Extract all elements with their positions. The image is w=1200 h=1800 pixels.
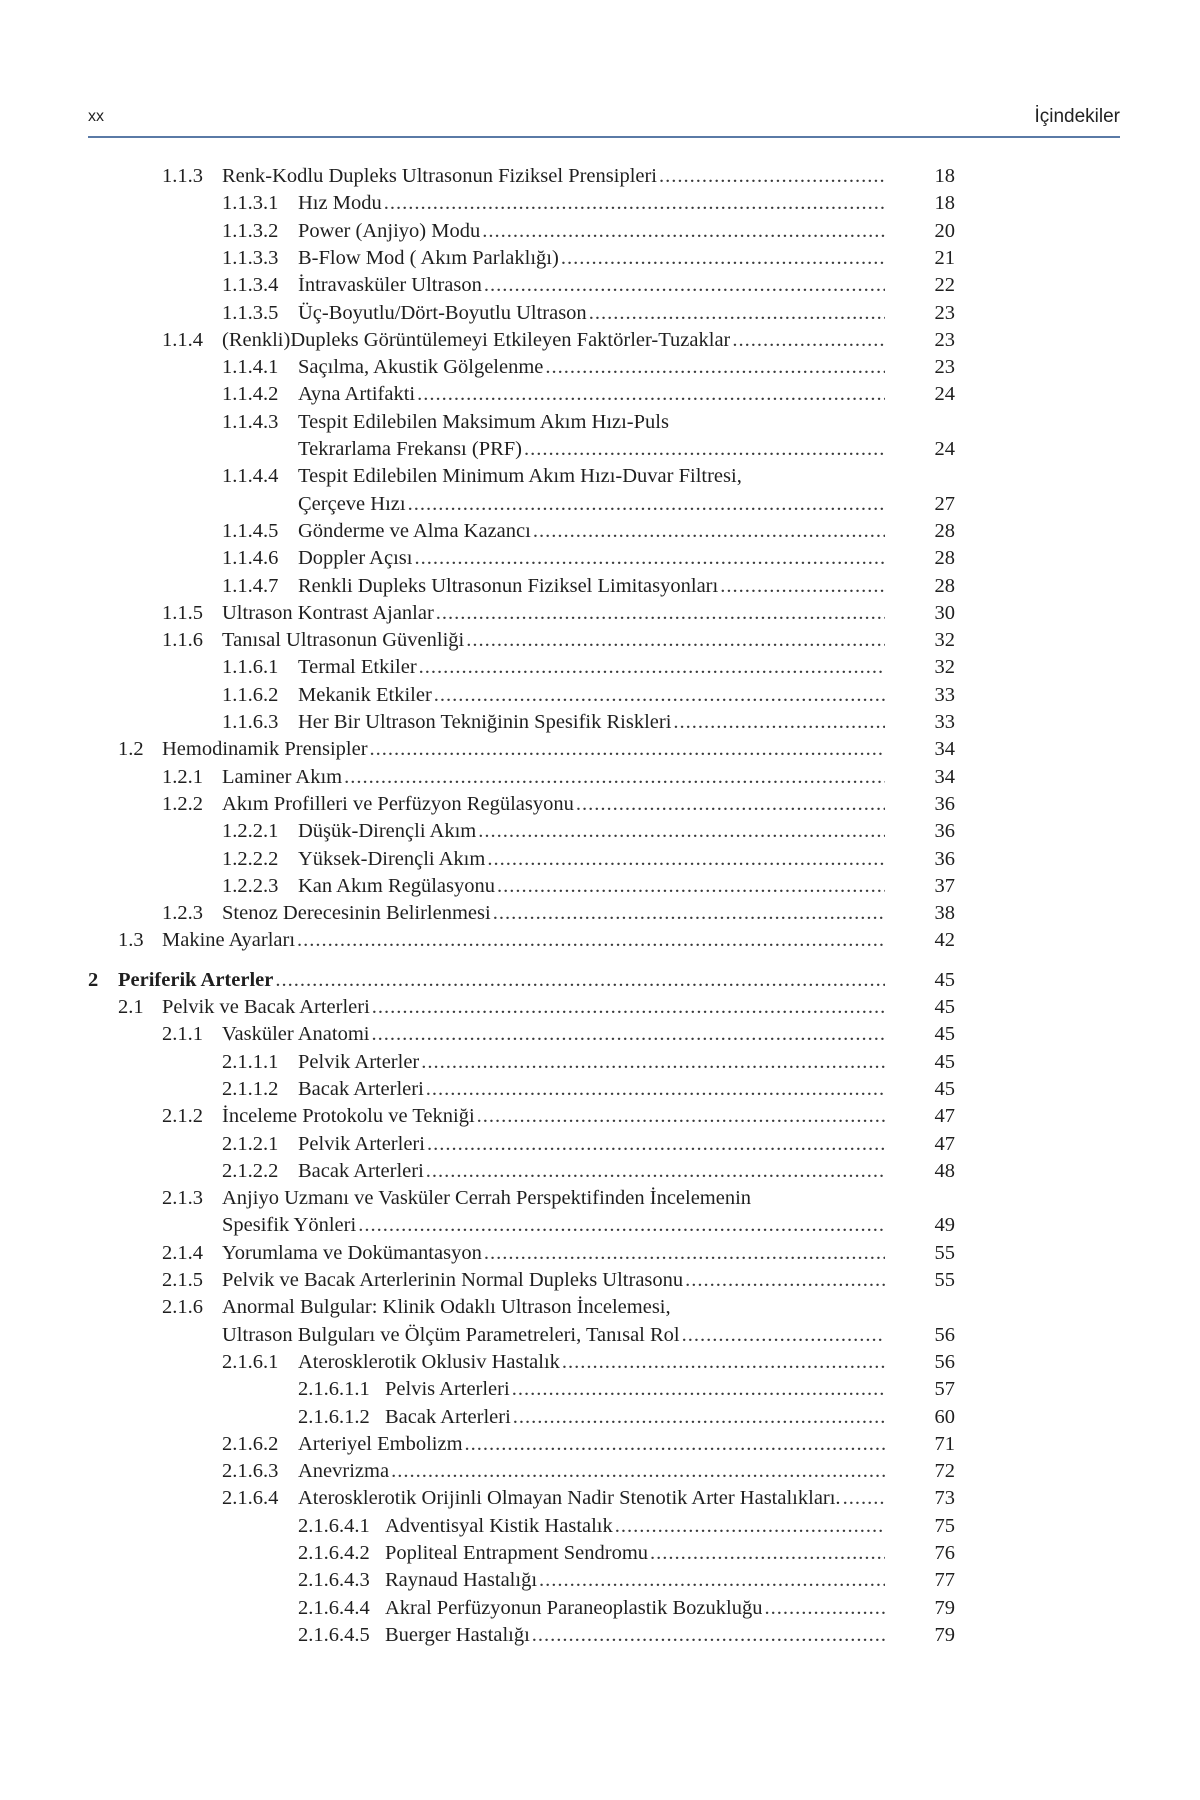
toc-entry[interactable] — [0, 1457, 1200, 1484]
toc-entry-title: Doppler Açısı — [298, 547, 413, 570]
toc-entry-number: 2 — [88, 968, 99, 991]
toc-entry[interactable] — [0, 763, 1200, 790]
toc-entry-title: Stenoz Derecesinin Belirlenmesi — [222, 902, 491, 925]
toc-entry-title: Spesifik Yönleri — [222, 1214, 357, 1237]
toc-entry-number: 1.1.6 — [162, 629, 203, 652]
toc-entry-title: Anevrizma — [298, 1460, 390, 1483]
toc-entry-number: 1.1.3.4 — [222, 274, 279, 297]
toc-entry-number: 1.2.1 — [162, 765, 203, 788]
toc-entry[interactable] — [0, 1484, 1200, 1511]
toc-entry[interactable] — [0, 1293, 1200, 1348]
toc-entry-page-number: 38 — [934, 902, 955, 925]
toc-entry[interactable] — [0, 217, 1200, 244]
toc-entry-number: 2.1.6.3 — [222, 1460, 279, 1483]
toc-entry-number: 1.1.6.3 — [222, 711, 279, 733]
toc-entry-number: 2.1.2.1 — [222, 1132, 279, 1155]
toc-entry-title: Aterosklerotik Oklusiv Hastalık — [298, 1350, 560, 1373]
toc-entry-title: Anormal Bulgular: Klinik Odaklı Ultrason İncelemesi, — [222, 1296, 671, 1319]
toc-entry-page-number: 77 — [934, 1569, 955, 1592]
toc-entry-page-number: 45 — [934, 1023, 955, 1046]
toc-entry-title: Bacak Arterleri — [298, 1159, 424, 1182]
toc-entry-number: 2.1.5 — [162, 1269, 203, 1291]
toc-entry-title: Tespit Edilebilen Minimum Akım Hızı-Duvar Filtresi, — [298, 465, 742, 488]
toc-entry-page-number: 79 — [934, 1623, 955, 1646]
toc-entry-title: Renk-Kodlu Dupleks Ultrasonun Fiziksel Prensipleri — [222, 165, 658, 187]
toc-entry-title: Saçılma, Akustik Gölgelenme — [298, 356, 544, 379]
toc-entry[interactable] — [0, 408, 1200, 463]
toc-entry-number: 2.1.6 — [162, 1296, 203, 1319]
toc-entry-number: 2.1.6.1 — [222, 1350, 279, 1373]
toc-entry-number: 2.1.4 — [162, 1241, 203, 1264]
toc-entry[interactable] — [0, 966, 1200, 993]
toc-entry-title: Pelvik Arterleri — [298, 1132, 425, 1155]
toc-entry[interactable] — [0, 353, 1200, 380]
dot-leader — [426, 1075, 885, 1103]
toc-entry-number: 1.3 — [118, 929, 144, 952]
toc-entry-title: Buerger Hastalığı — [385, 1623, 530, 1646]
toc-entry-title: Anjiyo Uzmanı ve Vasküler Cerrah Perspektifinden İncelemenin — [222, 1187, 752, 1210]
toc-entry[interactable] — [0, 1594, 1200, 1621]
dot-leader — [576, 790, 885, 818]
toc-entry[interactable] — [0, 1566, 1200, 1593]
dot-leader — [493, 899, 885, 927]
toc-entry-page-number: 30 — [934, 601, 955, 624]
toc-entry-number: 1.2.2.1 — [222, 820, 279, 843]
dot-leader — [843, 1484, 885, 1512]
toc-entry[interactable] — [0, 1102, 1200, 1129]
dot-leader — [417, 380, 885, 408]
toc-entry-number: 2.1.6.1.1 — [298, 1378, 370, 1401]
toc-entry-title: Bacak Arterleri — [298, 1077, 424, 1100]
toc-entry-page-number: 72 — [934, 1460, 955, 1483]
toc-entry-number: 2.1.1 — [162, 1023, 203, 1046]
toc-entry-number: 1.1.4.5 — [222, 519, 279, 542]
toc-entry[interactable] — [0, 1075, 1200, 1102]
toc-entry-number: 1.1.4.1 — [222, 356, 279, 379]
toc-entry-page-number: 21 — [934, 246, 955, 269]
dot-leader — [426, 1157, 885, 1185]
toc-entry[interactable] — [0, 626, 1200, 653]
dot-leader — [561, 244, 885, 272]
toc-entry[interactable] — [0, 1157, 1200, 1184]
toc-entry-page-number: 33 — [934, 683, 955, 706]
toc-entry-number: 1.1.4.6 — [222, 547, 279, 570]
dot-leader — [545, 353, 885, 381]
dot-leader — [533, 517, 885, 545]
toc-entry-number: 1.1.5 — [162, 601, 203, 624]
toc-entry-page-number: 23 — [934, 301, 955, 324]
toc-entry-page-number: 24 — [934, 383, 955, 406]
toc-entry-number: 2.1.1.1 — [222, 1050, 279, 1073]
toc-entry-page-number: 55 — [934, 1241, 955, 1264]
dot-leader — [419, 653, 885, 681]
toc-entry-title: Termal Etkiler — [298, 656, 417, 679]
dot-leader — [524, 435, 885, 463]
dot-leader — [482, 217, 885, 245]
toc-entry-page-number: 45 — [934, 1050, 955, 1073]
toc-entry-page-number: 34 — [934, 738, 955, 761]
toc-entry-number: 1.2.2.3 — [222, 874, 279, 897]
toc-entry[interactable] — [0, 1239, 1200, 1266]
toc-entry-page-number: 60 — [934, 1405, 955, 1428]
toc-entry-page-number: 34 — [934, 765, 955, 788]
toc-entry-title: Çerçeve Hızı — [298, 492, 406, 515]
toc-entry[interactable] — [0, 1348, 1200, 1375]
toc-entry-title: Power (Anjiyo) Modu — [298, 219, 481, 242]
toc-entry-number: 1.1.3.1 — [222, 192, 279, 215]
dot-leader — [682, 1321, 885, 1349]
toc-entry[interactable] — [0, 299, 1200, 326]
dot-leader — [487, 845, 885, 873]
toc-entry-number: 1.1.6.2 — [222, 683, 279, 706]
toc-entry-page-number: 28 — [934, 519, 955, 542]
toc-entry[interactable] — [0, 1512, 1200, 1539]
toc-entry-title: Bacak Arterleri — [385, 1405, 511, 1428]
toc-entry-page-number: 32 — [934, 656, 955, 679]
toc-entry-number: 1.1.4.7 — [222, 574, 279, 597]
toc-entry[interactable] — [0, 1621, 1200, 1648]
dot-leader — [539, 1566, 885, 1594]
dot-leader — [484, 1239, 885, 1267]
toc-entry-title: Akral Perfüzyonun Paraneoplastik Bozukluğu — [385, 1596, 763, 1619]
dot-leader — [532, 1621, 885, 1649]
dot-leader — [421, 1048, 885, 1076]
toc-entry-page-number: 36 — [934, 820, 955, 843]
toc-entry-title: Üç-Boyutlu/Dört-Boyutlu Ultrason — [298, 301, 587, 324]
toc-entry-page-number: 79 — [934, 1596, 955, 1619]
toc-entry-number: 2.1.6.4.5 — [298, 1623, 370, 1646]
toc-entry-page-number: 22 — [934, 274, 955, 297]
toc-entry-title: Düşük-Dirençli Akım — [298, 820, 477, 843]
toc-entry-title: Raynaud Hastalığı — [385, 1569, 538, 1592]
dot-leader — [275, 966, 885, 994]
toc-entry-title: Tespit Edilebilen Maksimum Akım Hızı-Puls — [298, 410, 669, 433]
toc-entry-title: Mekanik Etkiler — [298, 683, 432, 706]
toc-entry-page-number: 24 — [934, 437, 955, 460]
toc-entry-title: Ultrason Bulguları ve Ölçüm Parametreleri, Tanısal Rol — [222, 1323, 680, 1346]
toc-entry[interactable] — [0, 708, 1200, 735]
dot-leader — [436, 599, 885, 627]
toc-entry-number: 2.1.6.4 — [222, 1487, 279, 1510]
toc-entry-title: Makine Ayarları — [162, 929, 296, 952]
toc-entry[interactable] — [0, 926, 1200, 953]
toc-entry-number: 2.1.2.2 — [222, 1159, 279, 1182]
dot-leader — [384, 189, 885, 217]
toc-entry[interactable] — [0, 653, 1200, 680]
toc-entry[interactable] — [0, 790, 1200, 817]
toc-entry-title: B-Flow Mod ( Akım Parlaklığı) — [298, 246, 559, 269]
toc-entry[interactable] — [0, 271, 1200, 298]
dot-leader — [650, 1539, 885, 1567]
toc-entry[interactable] — [0, 1020, 1200, 1047]
toc-entry-number: 2.1.6.4.2 — [298, 1542, 370, 1564]
dot-leader — [344, 763, 885, 791]
toc-entry-number: 2.1 — [118, 996, 144, 1018]
toc-entry-number: 1.1.3 — [162, 165, 203, 187]
toc-entry-page-number: 27 — [934, 492, 955, 515]
toc-entry-number: 1.1.3.3 — [222, 246, 279, 269]
toc-entry-title: Laminer Akım — [222, 765, 343, 788]
toc-entry-page-number: 42 — [934, 929, 955, 952]
toc-entry[interactable] — [0, 817, 1200, 844]
toc-entry[interactable] — [0, 572, 1200, 599]
dot-leader — [513, 1403, 885, 1431]
toc-entry-title: Pelvik Arterler — [298, 1050, 420, 1073]
toc-entry-page-number: 57 — [934, 1378, 955, 1401]
toc-entry[interactable] — [0, 993, 1200, 1020]
toc-entry[interactable] — [0, 899, 1200, 926]
toc-entry-title: Hemodinamik Prensipler — [162, 738, 368, 761]
toc-entry-page-number: 71 — [934, 1432, 955, 1455]
dot-leader — [408, 490, 885, 518]
toc-entry-title: Pelvik ve Bacak Arterleri — [162, 996, 370, 1018]
toc-entry-number: 1.2.3 — [162, 902, 203, 925]
toc-entry-title: Yorumlama ve Dokümantasyon — [222, 1241, 482, 1264]
toc-entry-title: Hız Modu — [298, 192, 382, 215]
toc-entry[interactable] — [0, 1130, 1200, 1157]
toc-entry[interactable] — [0, 1184, 1200, 1239]
dot-leader — [732, 326, 885, 354]
toc-entry-page-number: 56 — [934, 1323, 955, 1346]
toc-entry[interactable] — [0, 544, 1200, 571]
toc-entry-page-number: 76 — [934, 1542, 955, 1564]
toc-entry-page-number: 28 — [934, 574, 955, 597]
dot-leader — [372, 993, 885, 1021]
dot-leader — [477, 1102, 885, 1130]
toc-entry-number: 2.1.6.4.3 — [298, 1569, 370, 1592]
toc-entry-page-number: 23 — [934, 356, 955, 379]
dot-leader — [589, 299, 885, 327]
toc-entry-page-number: 20 — [934, 219, 955, 242]
toc-entry[interactable] — [0, 244, 1200, 271]
dot-leader — [512, 1375, 885, 1403]
dot-leader — [465, 1430, 885, 1458]
dot-leader — [615, 1512, 885, 1540]
toc-entry-page-number: 23 — [934, 328, 955, 351]
toc-entry-number: 2.1.3 — [162, 1187, 203, 1210]
toc-entry[interactable] — [0, 517, 1200, 544]
toc-entry-number: 1.1.6.1 — [222, 656, 279, 679]
toc-entry-title: İnceleme Protokolu ve Tekniği — [222, 1105, 475, 1128]
toc-entry-title: Aterosklerotik Orijinli Olmayan Nadir Stenotik Arter Hastalıkları. — [298, 1487, 841, 1510]
toc-entry[interactable] — [0, 1375, 1200, 1402]
toc-entry-page-number: 48 — [934, 1159, 955, 1182]
page-header — [88, 106, 1120, 138]
toc-entry-page-number: 36 — [934, 792, 955, 815]
toc-entry-title: İntravasküler Ultrason — [298, 274, 482, 297]
toc-entry-page-number: 45 — [934, 996, 955, 1018]
toc-entry[interactable] — [0, 681, 1200, 708]
dot-leader — [673, 708, 885, 736]
toc-entry-title: Her Bir Ultrason Tekniğinin Spesifik Riskleri — [298, 711, 672, 733]
dot-leader — [427, 1130, 885, 1158]
toc-entry-title: Ayna Artifakti — [298, 383, 416, 406]
page-number-label: xx — [88, 108, 104, 125]
toc-entry-page-number: 47 — [934, 1132, 955, 1155]
toc-entry[interactable] — [0, 1403, 1200, 1430]
toc-entry-title: Pelvik ve Bacak Arterlerinin Normal Dupleks Ultrasonu — [222, 1269, 684, 1291]
toc-entry[interactable] — [0, 462, 1200, 517]
toc-entry-number: 1.2.2 — [162, 792, 203, 815]
toc-entry-page-number: 45 — [934, 968, 955, 991]
toc-entry-number: 2.1.6.4.1 — [298, 1514, 370, 1537]
toc-entry-title: Ultrason Kontrast Ajanlar — [222, 601, 434, 624]
toc-entry-page-number: 33 — [934, 711, 955, 733]
toc-entry-number: 1.1.4 — [162, 328, 203, 351]
toc-entry-title: Yüksek-Dirençli Akım — [298, 847, 486, 870]
dot-leader — [466, 626, 885, 654]
toc-entry[interactable] — [0, 1430, 1200, 1457]
toc-entry-number: 1.1.4.4 — [222, 465, 279, 488]
toc-entry-title: Tekrarlama Frekansı (PRF) — [298, 437, 523, 460]
dot-leader — [370, 735, 885, 763]
toc-entry-page-number: 32 — [934, 629, 955, 652]
section-title: İçindekiler — [1034, 106, 1120, 127]
toc-entry-page-number: 73 — [934, 1487, 955, 1510]
toc-entry-title: Vasküler Anatomi — [222, 1023, 370, 1046]
dot-leader — [434, 681, 885, 709]
toc-entry-title: Kan Akım Regülasyonu — [298, 874, 496, 897]
toc-entry-page-number: 45 — [934, 1077, 955, 1100]
toc-entry-number: 1.1.4.3 — [222, 410, 279, 433]
toc-entry-number: 2.1.6.2 — [222, 1432, 279, 1455]
toc-entry-page-number: 56 — [934, 1350, 955, 1373]
toc-entry-title: Renkli Dupleks Ultrasonun Fiziksel Limitasyonları — [298, 574, 719, 597]
toc-entry-page-number: 75 — [934, 1514, 955, 1537]
toc-entry-page-number: 18 — [934, 165, 955, 187]
toc-entry-page-number: 47 — [934, 1105, 955, 1128]
dot-leader — [297, 926, 885, 954]
toc-entry-number: 1.2.2.2 — [222, 847, 279, 870]
toc-entry[interactable] — [0, 326, 1200, 353]
toc-entry-number: 2.1.1.2 — [222, 1077, 279, 1100]
toc-entry-number: 1.1.3.2 — [222, 219, 279, 242]
toc-entry-title: Pelvis Arterleri — [385, 1378, 510, 1401]
toc-entry-title: (Renkli)Dupleks Görüntülemeyi Etkileyen Faktörler-Tuzaklar — [222, 328, 731, 351]
dot-leader — [720, 572, 885, 600]
toc-entry-title: Adventisyal Kistik Hastalık — [385, 1514, 613, 1537]
toc-entry-page-number: 55 — [934, 1269, 955, 1291]
dot-leader — [484, 271, 885, 299]
toc-entry[interactable] — [0, 189, 1200, 216]
dot-leader — [562, 1348, 885, 1376]
toc-entry-title: Gönderme ve Alma Kazancı — [298, 519, 531, 542]
toc-entry-page-number: 37 — [934, 874, 955, 897]
dot-leader — [659, 162, 885, 190]
toc-entry[interactable] — [0, 872, 1200, 899]
toc-entry[interactable] — [0, 1539, 1200, 1566]
dot-leader — [685, 1266, 885, 1294]
toc-entry-number: 2.1.6.4.4 — [298, 1596, 370, 1619]
toc-entry-title: Akım Profilleri ve Perfüzyon Regülasyonu — [222, 792, 574, 815]
toc-entry-title: Periferik Arterler — [118, 968, 274, 991]
toc-entry-number: 2.1.2 — [162, 1105, 203, 1128]
toc-entry-page-number: 28 — [934, 547, 955, 570]
toc-entry-number: 1.1.4.2 — [222, 383, 279, 406]
toc-entry-title: Arteriyel Embolizm — [298, 1432, 463, 1455]
toc-entry-page-number: 36 — [934, 847, 955, 870]
dot-leader — [358, 1211, 885, 1239]
toc-entry-page-number: 18 — [934, 192, 955, 215]
toc-entry-number: 1.1.3.5 — [222, 301, 279, 324]
dot-leader — [497, 872, 885, 900]
toc-entry[interactable] — [0, 599, 1200, 626]
dot-leader — [764, 1594, 885, 1622]
toc-entry[interactable] — [0, 1266, 1200, 1293]
toc-entry-number: 2.1.6.1.2 — [298, 1405, 370, 1428]
toc-entry-page-number: 49 — [934, 1214, 955, 1237]
toc-entry[interactable] — [0, 380, 1200, 407]
toc-entry[interactable] — [0, 735, 1200, 762]
dot-leader — [414, 544, 885, 572]
dot-leader — [371, 1020, 885, 1048]
toc-entry-title: Popliteal Entrapment Sendromu — [385, 1542, 649, 1564]
toc-entry-number: 1.2 — [118, 738, 144, 761]
toc-entry[interactable] — [0, 162, 1200, 189]
toc-entry-title: Tanısal Ultrasonun Güvenliği — [222, 629, 465, 652]
dot-leader — [391, 1457, 885, 1485]
toc-entry[interactable] — [0, 845, 1200, 872]
toc-entry[interactable] — [0, 1048, 1200, 1075]
dot-leader — [478, 817, 885, 845]
